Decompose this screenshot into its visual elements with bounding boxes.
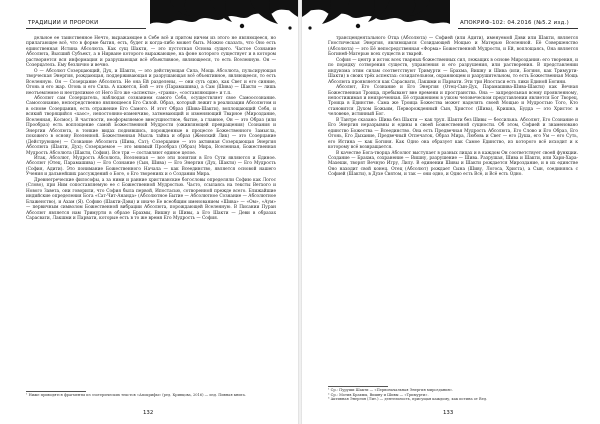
- left-footnotes: [26, 391, 276, 398]
- footnote: ¹ Ср.: Пуруши Шакти — «Первоначальная Энергия мироздания».: [328, 388, 454, 392]
- footnote: ¹ Ниже приводятся фрагменты из эзотерических текстов «Апокрифы» (ред. Кривцова, 2016) — изд. Пивная книга.: [26, 393, 246, 397]
- right-footnotes: [328, 386, 578, 402]
- paragraph: Абсолют, Его Сознание и Его Энергия (Отец-Сын-Дух, Парамашива-Шива-Шакти) как Вечная Божественная Троица, пребывают вне времени и пространства. Она — запредельная всему проявленному, непостижимая и неизреченная. Её отражением в узком человеческом представлении является Бог Творец, Троица в Единстве. Сама же Троица Божества может наделять своей Мощью и Мудростью Того, Кто становится Духом Божьим, Перворожденный Сын, Христос (Шива), Кришна, Будда — это Христос в человеке, истинный Бог.: [328, 85, 578, 118]
- running-header-right: АПОКРИФ-102: 04.2016 (№5.2 изд.): [460, 20, 570, 26]
- paragraph: трансцендентального Отца (Абсолюта) — Софией (или Адити), именуемой Дэви или Шакти, является Гностическая Энергия, являющаяся Созидающей Мощью и Матерью Вселенной. Её Совершенство (Абсолюта) — это Её непосредственная «Форма» Божественной Мудрости, и Ей, воплощаясь, Она является Богиней-Матерью всех существ и тварей.: [328, 36, 578, 58]
- right-page-body: [328, 36, 578, 178]
- header-rule-right: [458, 28, 578, 29]
- running-header-left: ТРАДИЦИИ И ПРОРОКИ: [28, 20, 99, 26]
- header-rule-left: [26, 28, 146, 29]
- footnote: ² Ср.: Мотив Брахмы, Вишну и Шивы — «Тримурти».: [328, 392, 429, 397]
- book-gutter: [298, 0, 302, 424]
- footnote-rule: [26, 391, 86, 392]
- left-page-ornament: [150, 0, 300, 36]
- paragraph: О — Абсолют Созерцающий, Дух, и Шакти, — это действующая Сила, Мощь Абсолюта, пульсирующая творческая Энергия, рождающая, поддерживающая и разрушающая всё объективное, являющееся, то есть Вселенную. Он — Созерцание Абсолюта. Не она Ей разделены, — они суть одно, как Свет и его сияние, Огонь и его жар. Огонь и его Сила. А кажется, Бой — это (Парамашива), а Сам (Шива) — Шакти — лишь неотъемлемое и неотделимое от Него Его же «аспекты», «грани», «составляющие» и т.п.: [26, 68, 276, 96]
- page-number-left: 132: [143, 410, 154, 416]
- paragraph: В Тантре сказано: Шива без Шакти — как труп. Шакти без Шивы — бессильна. Абсолют, Его Сознание и Его Энергия неразрывны и едины в своей Божественной сущности. Об этом, Софией и знаменовано единство Божества — Всеединство. Она есть Предвечная Мудрость Абсолюта, Его Слово и Его Образ, Его Огонь, Его Дыхание, Предвечный Отпечаток, Образ Мира, Любовь и Свет — его Душа, его Ум — его Суть, его Истина — как Богиня. Как Одно она образует как Самое Единство, из которого всё исходит и к которому всё возвращается.: [328, 117, 578, 151]
- footnote-rule: [328, 386, 388, 387]
- right-page: [300, 0, 600, 424]
- paragraph: Древнегреческие философы, а за ними и ранние христианские богословы определяли Софию как Логос (Слово), при Ним сопоставляемую ее с Божественной Мудростью. Часто, ссылаясь на тексты Ветхого и Нового Завета, они говорили, что София была первой, Ипостасью, сотворенной прежде всего. Ближайшие индийские определения Бога «Сат-Чит-Ананда» (Абсолютное Бытие — Абсолютное Сознание — Абсолютное Блаженство), и Ахам (Я). Софию (Шакти-Дэви) и иначе Ее всеобщим именованием «Шива» — «Ом», «Аум» — первичным символом Божественной вибрации Абсолюта, порождающей Вселенную. В Писании Пуран Абсолют является нам Тримурти в образе Брахмы, Вишну и Шивы, а Его Шакти — Деви в образах Сарасвати, Лакшми и Парвати, которые есть в то же время Его Мудрость — София.: [26, 177, 276, 221]
- paragraph: Итак, Абсолют, Мудрость Абсолюта, Вселенная — все эти понятия в Его Сути являются и Единое. Абсолют (Отец, Парамашива) — Его Сознание (Сын, Шива) — Его Энергия (Дух, Шакти) — Его Мудрость (София, Адити). Это понимание Божественного Начала — как Всеединство, является основой нашего Учения и дальнейших рассуждений о Боге, о Его творениях и о Создании Мира.: [26, 155, 276, 178]
- paragraph: В качестве Бога-творца Абсолют выступает в разных лицах и в каждом Он соответствует своей функции. Создание — Брахма, сохранение — Вишну, разрушение — Шива. Разрушая, Шива и Шакти, или Хари-Хара-Махеши, творят Вечную Игру, Лилу. В единении Шивы и Шакти рождается Мироздание, и в их единстве Оно находит свой конец. Отец (Абсолют) рождает Сына (Шиву, Логоса, Христа), а Сын, соединяясь с Софией (Шакти), в Духе Святом, и так — они одно, и Одно есть Всё, и Всё есть Одно.: [328, 150, 578, 178]
- page-number-right: 133: [443, 410, 454, 416]
- left-page-body: [26, 36, 276, 221]
- paragraph: София — центр и исток всех тварных божественных сил, лежащих в основе Мироздания: его творения, и по порядку сотворения существ, управления и его разрушения, или растворения. В представлении индуизма этим силам соответствуют Тримурти — Брахма, Вишну и Шива (или, Богиня, как Тримурти-Шакти) в своих трёх аспектах: созидательном, охраняющем и разрушительном, то есть Божественная Мощь Абсолюта проявляется как Сарасвати, Лакшми и Парвати. Эти три Ипостаси есть лики Единой Богини.: [328, 57, 578, 85]
- paragraph: дельное ее таинственное Нечто, выражающее в Себе всё и притом ничем из этого не являющееся, но прилагающее всё, что в форме бытия, есть, будет и когда-либо может быть. Можно сказать, что Оно есть единственная Истина Абсолюта. Как сущ Шакти, — это пустотная Основа сущего. Частое Сознание Абсолюта, Высший Субъект, а в Нирване которого выражающее, на фоне которого существует и в котором растворяется вся информация и разрушающая всё объективное, являющееся, то есть Вселенную. Он — Созерцатель. Ему безлично и вечно.: [26, 36, 276, 69]
- paragraph: Абсолют сам Созерцатель, наблюдая сознанием самого Себя, осуществляет свое Самоосознание. Самосознание, непосредственно являющееся Его Силой. Образ, который лежит в реализации Абсолютом и в основе Созерцания, есть отражение Его Самого. И этот Образ (Шива-Шакти), воплощающий Себя, и всякий творящийся «хаос», непостоянно-изменчиво, затмевающий и изменяющий Тварное (Мироздание, Вселенная, Космос). В частности, неоформляемое внесущностное, бытие, а главное, Он — это Образ (или Прообраз) есть воплощение самой Божественной Мудрости (оживляющей превращения) Сознания и Энергии Абсолюта, в тонкие видах поднявшись, порожденные в процессе Божественного Замысла, похожего в основу Вселенной. Божественная Мысль тайна и образ (Женский Лик) — это Созерцание (Дейструющее) — Сознание Абсолюта (Шива, Сат); Созерцание — это активная Созерцающая Энергия Абсолюта (Шакти, Дух); Созерцаемое — это мнимый Прообраз (Образ) Мира, Вселенная, Божественная Мудрость Абсолюта (Шакти, София). Все три — составляют единое целое.: [26, 95, 276, 156]
- right-page-ornament: [300, 0, 450, 36]
- footnote: ³ Активная Энергия (Лит.) — деятельность, присущая каждому, как истина от Вед.: [328, 397, 488, 402]
